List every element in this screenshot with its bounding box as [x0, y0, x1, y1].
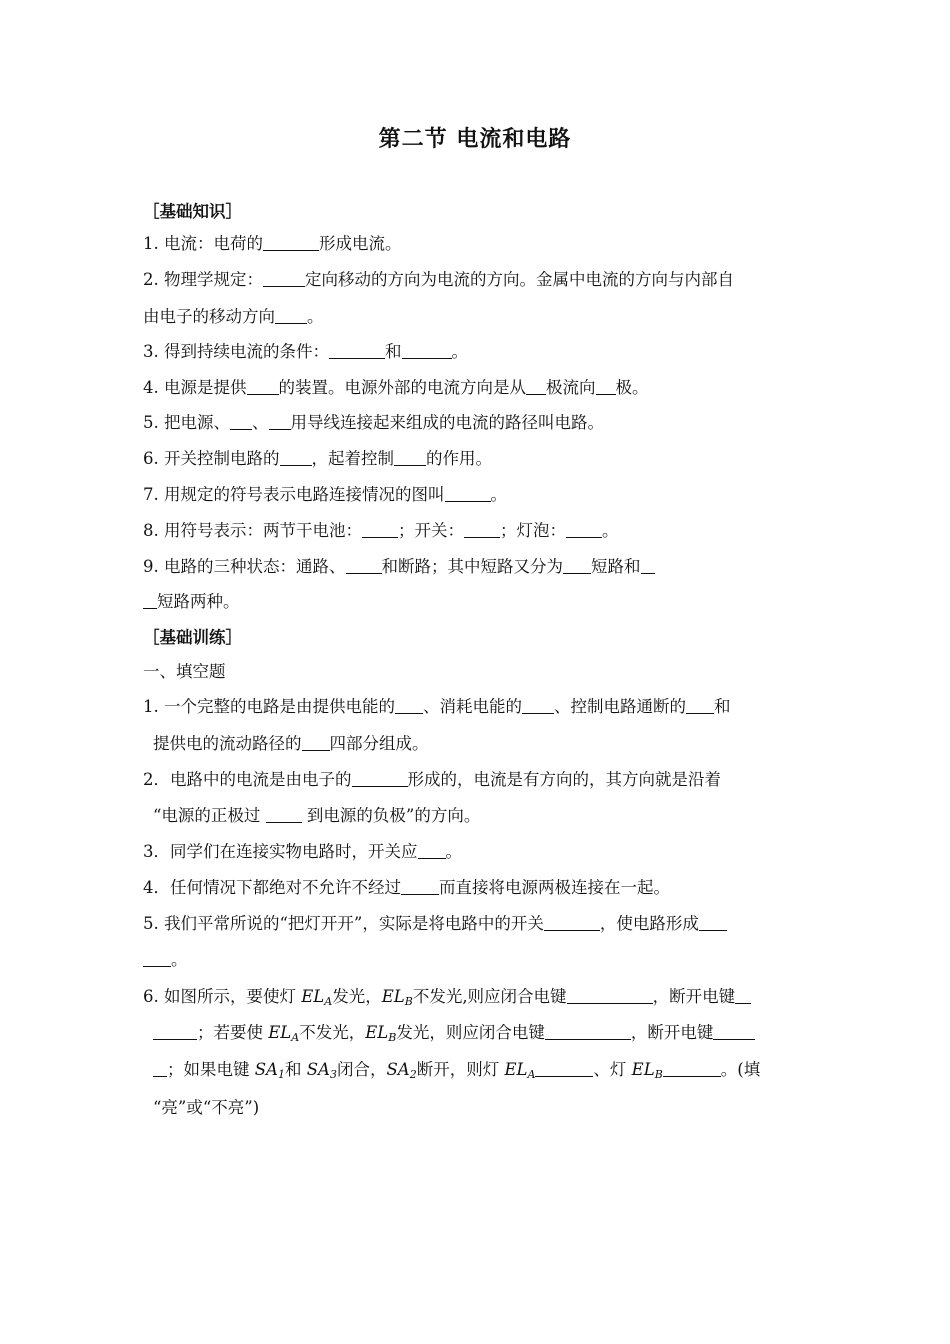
question-line: ；若要使 $EL_A$不发光，$EL_B$发光，则应闭合电键 ，断开电键: [153, 1021, 755, 1045]
section-heading-basic-knowledge: ［基础知识］: [143, 202, 242, 221]
answer-blank[interactable]: [445, 485, 491, 502]
question-line: 8. 用符号表示：两节干电池： ；开关： ；灯泡： 。: [143, 521, 619, 540]
answer-blank[interactable]: [563, 557, 591, 574]
question-line: “电源的正极过 到电源的负极”的方向。: [153, 806, 481, 825]
answer-blank[interactable]: [346, 557, 382, 574]
question-line: 1. 电流：电荷的 形成电流。: [143, 234, 402, 253]
question-line: “亮”或“不亮”): [153, 1098, 260, 1117]
answer-blank[interactable]: [402, 342, 452, 359]
answer-blank[interactable]: [247, 378, 279, 395]
answer-blank[interactable]: [735, 987, 751, 1004]
answer-blank[interactable]: [153, 1023, 197, 1040]
answer-blank[interactable]: [352, 770, 408, 787]
question-line: 4. 电源是提供 的装置。电源外部的电流方向是从 极流向 极。: [143, 378, 649, 397]
answer-blank[interactable]: [302, 734, 330, 751]
question-line: 3. 得到持续电流的条件： 和 。: [143, 342, 468, 361]
answer-blank[interactable]: [275, 307, 307, 324]
question-line: 2．电路中的电流是由电子的 形成的，电流是有方向的，其方向就是沿着: [143, 770, 721, 789]
question-line: 提供电的流动路径的 四部分组成。: [153, 734, 429, 753]
question-line: 3．同学们在连接实物电路时，开关应 。: [143, 842, 462, 861]
answer-blank[interactable]: [566, 521, 602, 538]
question-line: ；如果电键 $SA_1$和 $SA_3$闭合，$SA_2$断开，则灯 $EL_A$ 、灯 $EL_B$ 。(填: [153, 1058, 760, 1082]
answer-blank[interactable]: [522, 697, 554, 714]
answer-blank[interactable]: [395, 697, 423, 714]
section-heading-basic-training: ［基础训练］: [143, 628, 242, 647]
question-line: 6. 开关控制电路的 ，起着控制 的作用。: [143, 449, 492, 468]
answer-blank[interactable]: [699, 914, 727, 931]
question-line: 短路两种。: [143, 590, 240, 614]
answer-blank[interactable]: [464, 521, 500, 538]
answer-blank[interactable]: [567, 987, 653, 1004]
page-title: 第二节 电流和电路: [378, 126, 572, 152]
answer-blank[interactable]: [686, 697, 714, 714]
subsection-heading: 一、填空题: [143, 662, 226, 681]
answer-blank[interactable]: [641, 557, 655, 574]
answer-blank[interactable]: [418, 842, 446, 859]
answer-blank[interactable]: [280, 449, 312, 466]
answer-blank[interactable]: [596, 378, 616, 395]
question-line: 9. 电路的三种状态：通路、 和断路；其中短路又分为 短路和: [143, 555, 655, 579]
question-line: 4．任何情况下都绝对不允许不经过 而直接将电源两极连接在一起。: [143, 878, 670, 897]
answer-blank[interactable]: [544, 914, 600, 931]
answer-blank[interactable]: [269, 413, 291, 430]
answer-blank[interactable]: [535, 1060, 593, 1077]
answer-blank[interactable]: [266, 806, 302, 823]
answer-blank[interactable]: [263, 234, 319, 251]
answer-blank[interactable]: [143, 950, 171, 967]
question-line: 1. 一个完整的电路是由提供电能的 、消耗电能的 、控制电路通断的 和: [143, 697, 731, 716]
answer-blank[interactable]: [663, 1060, 721, 1077]
answer-blank[interactable]: [713, 1023, 755, 1040]
answer-blank[interactable]: [362, 521, 398, 538]
question-line: 。: [143, 948, 188, 972]
answer-blank[interactable]: [143, 592, 157, 609]
answer-blank[interactable]: [526, 378, 546, 395]
answer-blank[interactable]: [545, 1023, 631, 1040]
answer-blank[interactable]: [230, 413, 252, 430]
answer-blank[interactable]: [394, 449, 426, 466]
question-line: 5. 把电源、 、 用导线连接起来组成的电流的路径叫电路。: [143, 413, 604, 432]
question-line: 6. 如图所示，要使灯 $EL_A$发光，$EL_B$不发光,则应闭合电键 ，断开电键: [143, 985, 751, 1009]
question-line: 2. 物理学规定： 定向移动的方向为电流的方向。金属中电流的方向与内部自: [143, 270, 734, 289]
answer-blank[interactable]: [329, 342, 385, 359]
answer-blank[interactable]: [153, 1060, 167, 1077]
question-line: 7. 用规定的符号表示电路连接情况的图叫 。: [143, 485, 507, 504]
answer-blank[interactable]: [401, 878, 439, 895]
question-line: 5. 我们平常所说的“把灯开开”，实际是将电路中的开关 ，使电路形成: [143, 912, 727, 936]
question-line: 由电子的移动方向 。: [143, 307, 324, 326]
answer-blank[interactable]: [263, 270, 305, 287]
